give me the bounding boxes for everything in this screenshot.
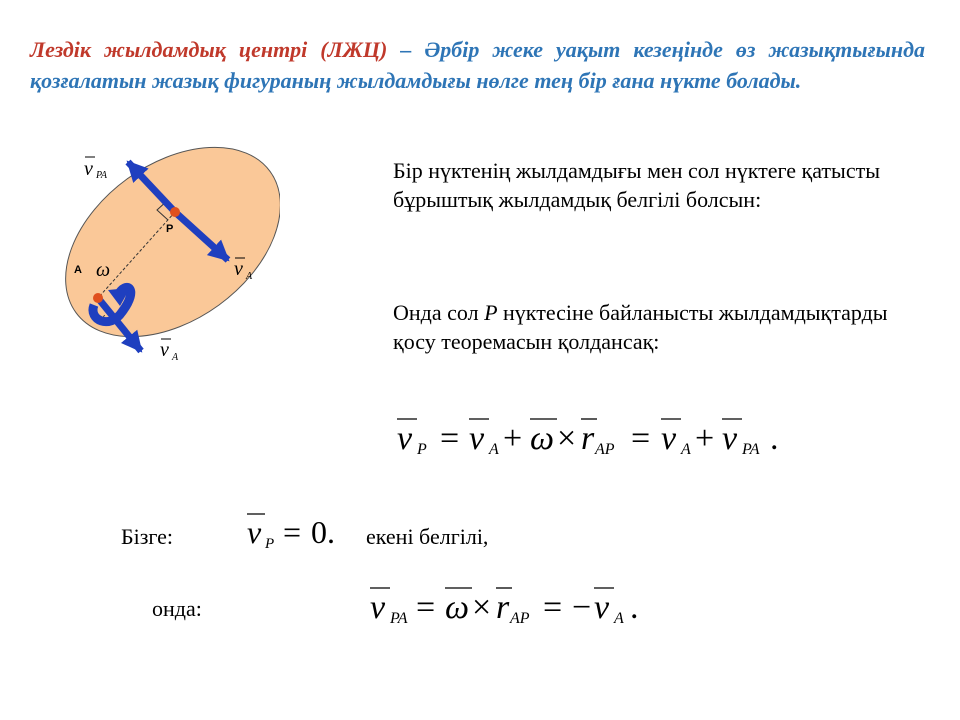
eq2-equals: = bbox=[283, 514, 302, 550]
eq3-minus: − bbox=[572, 589, 592, 626]
eq1-plus-2: + bbox=[695, 420, 715, 457]
equation-vpa bbox=[358, 576, 658, 632]
eq1-equals-1: = bbox=[440, 420, 460, 457]
eq3-omega: ω bbox=[445, 589, 470, 626]
equation-velocity-sum bbox=[385, 405, 805, 465]
omega-label: ω bbox=[96, 259, 111, 281]
eq1-sub-pa: PA bbox=[742, 441, 760, 458]
point-a-dot bbox=[93, 293, 103, 303]
eq1-v-a2: v bbox=[661, 420, 677, 457]
onda-label: онда: bbox=[152, 596, 202, 621]
eq3-sub-ap: AP bbox=[510, 610, 530, 627]
point-p-label: P bbox=[166, 223, 174, 235]
eq3-times: × bbox=[472, 589, 492, 626]
eq2-sub-p: P bbox=[265, 536, 275, 552]
theorem-point-var: P bbox=[484, 300, 498, 325]
eq1-sub-a2: A bbox=[681, 441, 691, 458]
eq2-v: v bbox=[247, 514, 262, 550]
eq3-v-a: v bbox=[594, 589, 610, 626]
label-vpa-sub: PA bbox=[96, 170, 107, 181]
eq1-sub-a: A bbox=[489, 441, 499, 458]
eq1-period: . bbox=[770, 420, 779, 457]
eq1-sub-ap: AP bbox=[595, 441, 615, 458]
equation-vp-zero bbox=[235, 505, 365, 555]
eq3-period: . bbox=[630, 589, 639, 626]
eq1-equals-2: = bbox=[631, 420, 651, 457]
label-vpa-symbol: v bbox=[84, 158, 93, 180]
eq2-zero: 0. bbox=[311, 514, 335, 550]
paragraph-given: Бір нүктенің жылдамдығы мен сол нүктеге қатысты бұрыштық жылдамдық белгілі болсын: bbox=[393, 158, 880, 212]
eq3-equals-1: = bbox=[416, 589, 436, 626]
point-p-dot bbox=[170, 207, 180, 217]
label-va-p-sub: A bbox=[246, 271, 253, 282]
paragraph-theorem bbox=[393, 298, 893, 356]
definition-text: – Әрбір жеке уақыт кезеңінде өз жазықтығында қозғалатын жазық фигураның жылдамдығы нөлге тең бір ғана нүкте болады. bbox=[30, 37, 925, 93]
theorem-text-after: нүктесіне байланысты жылдамдықтарды қосу теоремасын қолдансақ: bbox=[393, 300, 888, 354]
theorem-text-before: Онда сол bbox=[393, 300, 485, 325]
eq3-sub-a: A bbox=[614, 610, 624, 627]
eq1-omega: ω bbox=[530, 420, 555, 457]
label-va-a-sub: A bbox=[172, 352, 179, 363]
label-va-a-symbol: v bbox=[160, 339, 169, 361]
eq3-equals-2: = bbox=[543, 589, 563, 626]
eq3-sub-pa: PA bbox=[390, 610, 408, 627]
eq1-sub-p: P bbox=[417, 441, 427, 458]
point-a-label: A bbox=[74, 264, 82, 276]
definition-heading bbox=[30, 34, 925, 96]
eq1-times: × bbox=[557, 420, 577, 457]
definition-term: Лездік жылдамдық центрі (ЛЖЦ) bbox=[30, 37, 388, 62]
eq1-v-pa: v bbox=[722, 420, 738, 457]
eq1-v: v bbox=[397, 420, 413, 457]
ekeni-label: екені белгілі, bbox=[366, 524, 489, 549]
eq3-v: v bbox=[370, 589, 386, 626]
eq1-r: r bbox=[581, 420, 595, 457]
rigid-body-figure bbox=[40, 140, 280, 370]
eq1-v-a: v bbox=[469, 420, 485, 457]
bizge-label: Бізге: bbox=[121, 524, 174, 549]
label-va-p-symbol: v bbox=[234, 258, 243, 280]
eq3-r: r bbox=[496, 589, 510, 626]
body-ellipse bbox=[40, 140, 280, 370]
eq1-plus-1: + bbox=[503, 420, 523, 457]
